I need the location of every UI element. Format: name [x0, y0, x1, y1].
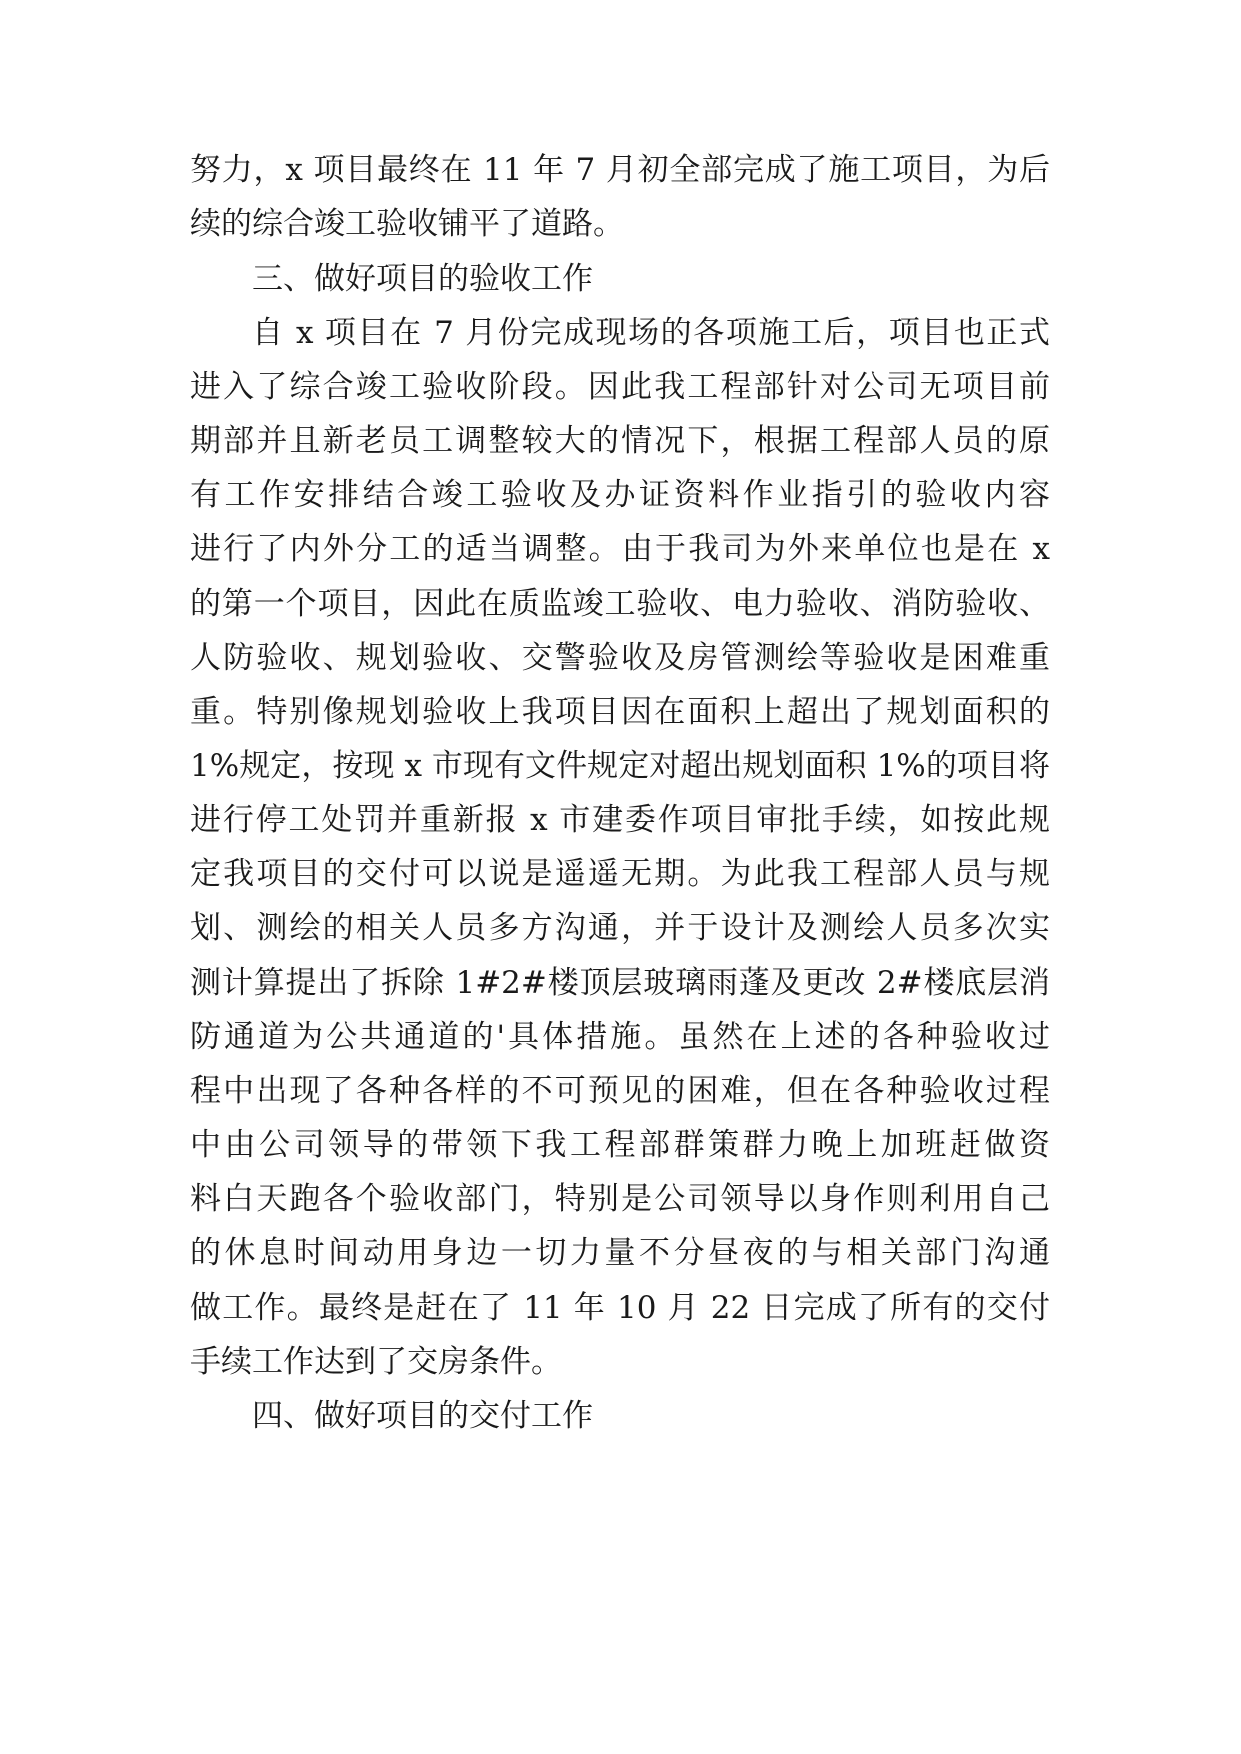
- body-text-line: 进行停工处罚并重新报 x 市建委作项目审批手续，如按此规: [190, 802, 1050, 838]
- body-text-line: 测计算提出了拆除 1#2#楼顶层玻璃雨蓬及更改 2#楼底层消: [190, 965, 1050, 1001]
- body-text-line: 程中出现了各种各样的不可预见的困难，但在各种验收过程: [190, 1073, 1050, 1109]
- body-text-line: 料白天跑各个验收部门，特别是公司领导以身作则利用自己: [190, 1181, 1050, 1217]
- section-heading: 四、做好项目的交付工作: [252, 1398, 593, 1434]
- body-text-line: 定我项目的交付可以说是遥遥无期。为此我工程部人员与规: [190, 856, 1050, 892]
- body-text-line: 中由公司领导的带领下我工程部群策群力晚上加班赶做资: [190, 1127, 1050, 1163]
- body-text-line: 1%规定，按现 x 市现有文件规定对超出规划面积 1%的项目将: [190, 748, 1050, 784]
- body-text-line: 进行了内外分工的适当调整。由于我司为外来单位也是在 x: [190, 531, 1050, 567]
- body-text-line: 划、测绘的相关人员多方沟通，并于设计及测绘人员多次实: [190, 910, 1050, 946]
- body-text-line: 的第一个项目，因此在质监竣工验收、电力验收、消防验收、: [190, 586, 1050, 622]
- body-text-line: 进入了综合竣工验收阶段。因此我工程部针对公司无项目前: [190, 369, 1050, 405]
- body-text-line: 期部并且新老员工调整较大的情况下，根据工程部人员的原: [190, 423, 1050, 459]
- body-text-line: 人防验收、规划验收、交警验收及房管测绘等验收是困难重: [190, 640, 1050, 676]
- body-text-line: 有工作安排结合竣工验收及办证资料作业指引的验收内容: [190, 477, 1050, 513]
- body-text-line: 努力，x 项目最终在 11 年 7 月初全部完成了施工项目，为后: [190, 152, 1050, 188]
- body-text-line: 的休息时间动用身边一切力量不分昼夜的与相关部门沟通: [190, 1235, 1050, 1271]
- body-text-line: 做工作。最终是赶在了 11 年 10 月 22 日完成了所有的交付: [190, 1290, 1050, 1326]
- paragraph-first-line: 自 x 项目在 7 月份完成现场的各项施工后，项目也正式: [252, 315, 1050, 351]
- section-heading: 三、做好项目的验收工作: [252, 261, 593, 297]
- body-text-line: 防通道为公共通道的'具体措施。虽然在上述的各种验收过: [190, 1019, 1050, 1055]
- body-text-line: 重。特别像规划验收上我项目因在面积上超出了规划面积的: [190, 694, 1050, 730]
- body-text-line: 续的综合竣工验收铺平了道路。: [190, 206, 624, 242]
- body-text-line: 手续工作达到了交房条件。: [190, 1344, 562, 1380]
